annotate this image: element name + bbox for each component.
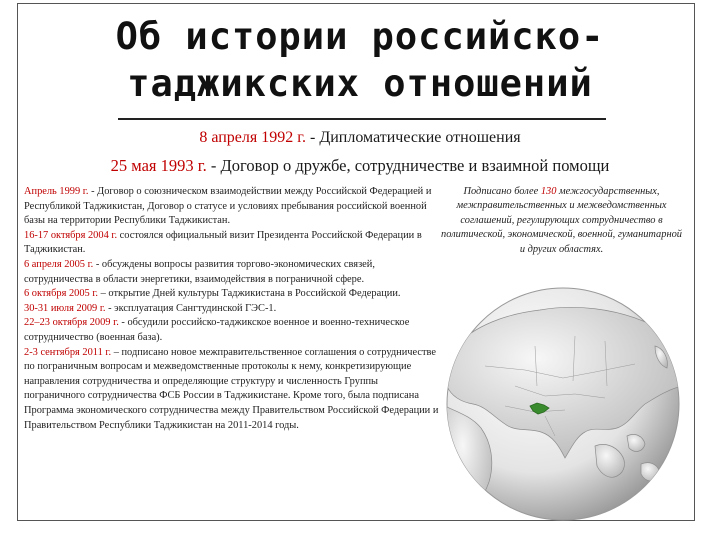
headline-relations [0, 129, 720, 147]
event-date: 6 апреля 2005 г. [24, 258, 94, 270]
page-title-line-1: Об истории российско- [115, 15, 605, 58]
title-underline [118, 118, 606, 120]
agreements-note [440, 185, 683, 257]
event-text: - обсудили российско-таджикское военное и военно-техническое сотрудничество (военная база). [24, 317, 410, 343]
event-date: 6 октября 2005 г. [24, 288, 99, 300]
event-text: - Договор о союзническом взаимодействии между Российской Федерацией и Республикой Таджикистан, Договор о статусе и условиях пребывания российской военной базы на территории Республики Таджикистан. [24, 186, 432, 227]
headline-text-2: - Договор о дружбе, сотрудничестве и взаимной помощи [206, 156, 610, 175]
event-item [24, 316, 440, 345]
event-item [24, 287, 440, 302]
event-item [24, 229, 440, 258]
event-item [24, 185, 440, 229]
event-date: 22–23 октября 2009 г. [24, 317, 119, 329]
headline-date-2: 25 мая 1993 г. [110, 156, 207, 175]
event-item [24, 258, 440, 287]
event-date: 2-3 сентября 2011 г. [24, 346, 112, 358]
globe-tajikistan-map-icon [445, 286, 681, 522]
headline-date-1: 8 апреля 1992 г. [199, 129, 306, 146]
event-text: состоялся официальный визит Президента Российской Федерации в Таджикистан. [24, 229, 422, 256]
event-item [24, 346, 440, 434]
page-title-line-2: таджикских отношений [127, 62, 593, 105]
event-date: Апрель 1999 г. [24, 186, 89, 197]
note-after: межгосударственных, межправительственных и межведомственных соглашений, регулирующих сотрудничество в политической, экономической, военной, гуманитарной и других областях. [441, 186, 682, 255]
event-text: – подписано новое межправительственное соглашения о сотрудничестве по пограничным вопросам и межведомственные протоколы к нему, конкретизирующие направления сотрудничества и определяющие структуру и численность Группы пограничного сотрудничества ФСБ России в Таджикистане. Кроме того, была подписана Программа экономического сотрудничества между Правительством Российской Федерации и Правительством Республики Таджикистан на 2011-2014 годы. [24, 346, 439, 431]
event-item [24, 302, 440, 317]
headline-text-1: - Дипломатические отношения [306, 129, 521, 146]
event-text: - обсуждены вопросы развития торгово-экономических связей, сотрудничества в области энергетики, взаимодействия в пограничной сфере. [24, 258, 375, 285]
headline-treaty [0, 156, 720, 176]
event-text: – открытие Дней культуры Таджикистана в Российской Федерации. [98, 288, 401, 300]
events-list [24, 185, 440, 433]
event-date: 16-17 октября 2004 г. [24, 229, 118, 241]
note-before: Подписано более [463, 186, 541, 197]
event-text: - эксплуатация Сангтудинской ГЭС-1. [105, 302, 277, 314]
note-number: 130 [540, 186, 557, 197]
event-date: 30-31 июля 2009 г. [24, 302, 106, 314]
